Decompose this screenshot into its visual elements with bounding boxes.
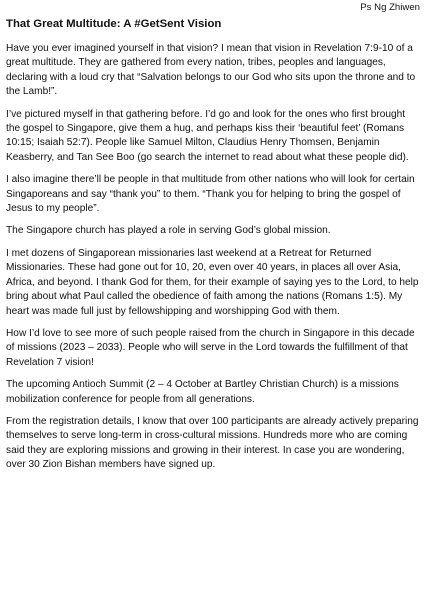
- paragraph: I met dozens of Singaporean missionaries last weekend at a Retreat for Returned Missionaries. These had gone out for 10, 20, even over 40 years, in places all over Asia, Africa, and beyond. I thank God for them, for their example of saying yes to the Lord, to help bring about what Paul called the obedience of faith among the nations (Romans 1:5). My heart was made full just by fellowshipping and worshipping God with them.: [6, 247, 419, 317]
- paragraph: The Singapore church has played a role in serving God’s global mission.: [6, 225, 331, 237]
- paragraph: I also imagine there’ll be people in that multitude from other nations who will look for certain Singaporeans and say “thank you” to them. “Thank you for helping to bring the gospel of Jesus to my people”.: [6, 174, 415, 215]
- paragraph: Have you ever imagined yourself in that vision? I mean that vision in Revelation 7:9-10 of a great multitude. They are gathered from every nation, tribes, peoples and languages, declaring with a loud cry that “Salvation belongs to our God who sits upon the throne and to the Lamb!”.: [6, 43, 416, 98]
- paragraph: How I’d love to see more of such people raised from the church in Singapore in this decade of missions (2023 – 2033). People who will serve in the Lord towards the fulfillment of that Revelation 7 vision!: [6, 327, 415, 368]
- article-title: That Great Multitude: A #GetSent Vision: [6, 18, 222, 30]
- paragraph: The upcoming Antioch Summit (2 – 4 October at Bartley Christian Church) is a missions mobilization conference for people from all generations.: [6, 379, 399, 405]
- paragraph: From the registration details, I know that over 100 participants are already actively preparing themselves to serve long-term in cross-cultural missions. Hundreds more who are coming said they are exploring missions and growing in their interest. In case you are wondering, over 30 Zion Bishan members have signed up.: [6, 415, 419, 471]
- article-body: [6, 42, 420, 481]
- paragraph: I’ve pictured myself in that gathering before. I’d go and look for the ones who first brought the gospel to Singapore, give them a hug, and perhaps kiss their ‘beautiful feet’ (Romans 10:15; Isaiah 52:7). People like Samuel Milton, Claudius Henry Thomsen, Benjamin Keasberry, and Tan See Boo (go search the internet to read about what these people did).: [6, 108, 409, 163]
- author-line: Ps Ng Zhiwen: [360, 2, 420, 13]
